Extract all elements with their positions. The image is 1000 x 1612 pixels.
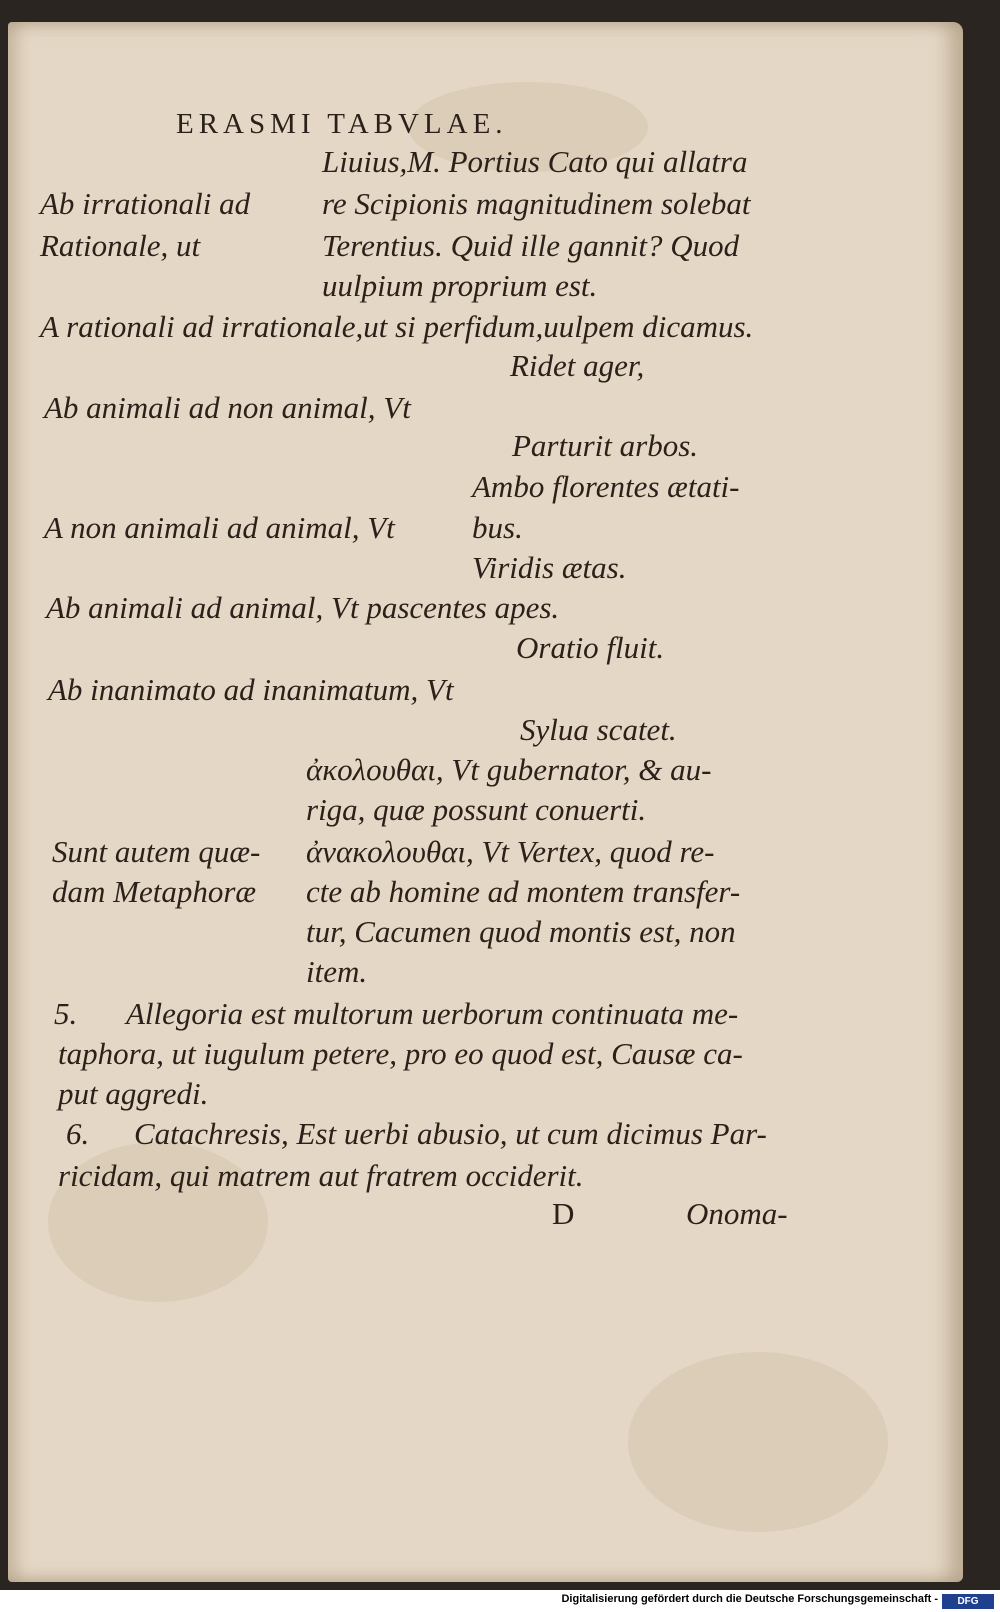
example-line: Ambo florentes ætati- [472,469,740,504]
category-line: Ab animali ad animal, Vt pascentes apes. [46,590,560,625]
text-line: riga, quæ possunt conuerti. [306,792,647,827]
text-line: Catachresis, Est uerbi abusio, ut cum dicimus Par- [134,1116,767,1151]
example-line: Sylua scatet. [520,712,677,747]
text-line: put aggredi. [58,1076,209,1111]
text-line: ἀνακολουθαι, Vt Vertex, quod re- [306,834,715,869]
text-line: item. [306,954,368,989]
text-line: cte ab homine ad montem transfer- [306,874,741,909]
text-line: taphora, ut iugulum petere, pro eo quod est, Causæ ca- [58,1036,743,1071]
margin-note: Rationale, ut [40,228,201,263]
catchword: Onoma- [686,1196,788,1231]
example-line: Ridet ager, [510,348,645,383]
text-line: Terentius. Quid ille gannit? Quod [322,228,740,263]
text-line: ricidam, qui matrem aut fratrem occiderit. [58,1158,584,1193]
text-line: A rationali ad irrationale,ut si perfidum,uulpem dicamus. [40,309,754,344]
margin-note: dam Metaphoræ [52,874,257,909]
dfg-logo: DFG [942,1594,994,1609]
paper-stain [628,1352,888,1532]
section-number: 5. [54,996,78,1031]
example-line: Parturit arbos. [512,428,699,463]
text-line: Liuius,M. Portius Cato qui allatra [322,144,748,179]
text-line: re Scipionis magnitudinem solebat [322,186,751,221]
example-line: bus. [472,510,523,545]
running-header: ERASMI TABVLAE. [176,108,508,140]
category-line: A non animali ad animal, Vt [44,510,395,545]
category-line: Ab inanimato ad inanimatum, Vt [48,672,454,707]
category-line: Ab animali ad non animal, Vt [44,390,411,425]
text-line: uulpium proprium est. [322,268,598,303]
text-line: ἀκολουθαι, Vt gubernator, & au- [306,752,712,787]
text-line: tur, Cacumen quod montis est, non [306,914,736,949]
margin-note: Ab irrationali ad [40,186,251,221]
signature-mark: D [552,1196,575,1231]
footer-bar [0,1592,1000,1612]
section-number: 6. [66,1116,90,1151]
margin-note: Sunt autem quæ- [52,834,261,869]
text-line: Allegoria est multorum uerborum continuata me- [126,996,739,1031]
funding-credit: Digitalisierung gefördert durch die Deutsche Forschungsgemeinschaft - [561,1593,938,1605]
example-line: Oratio fluit. [516,630,665,665]
example-line: Viridis ætas. [472,550,627,585]
